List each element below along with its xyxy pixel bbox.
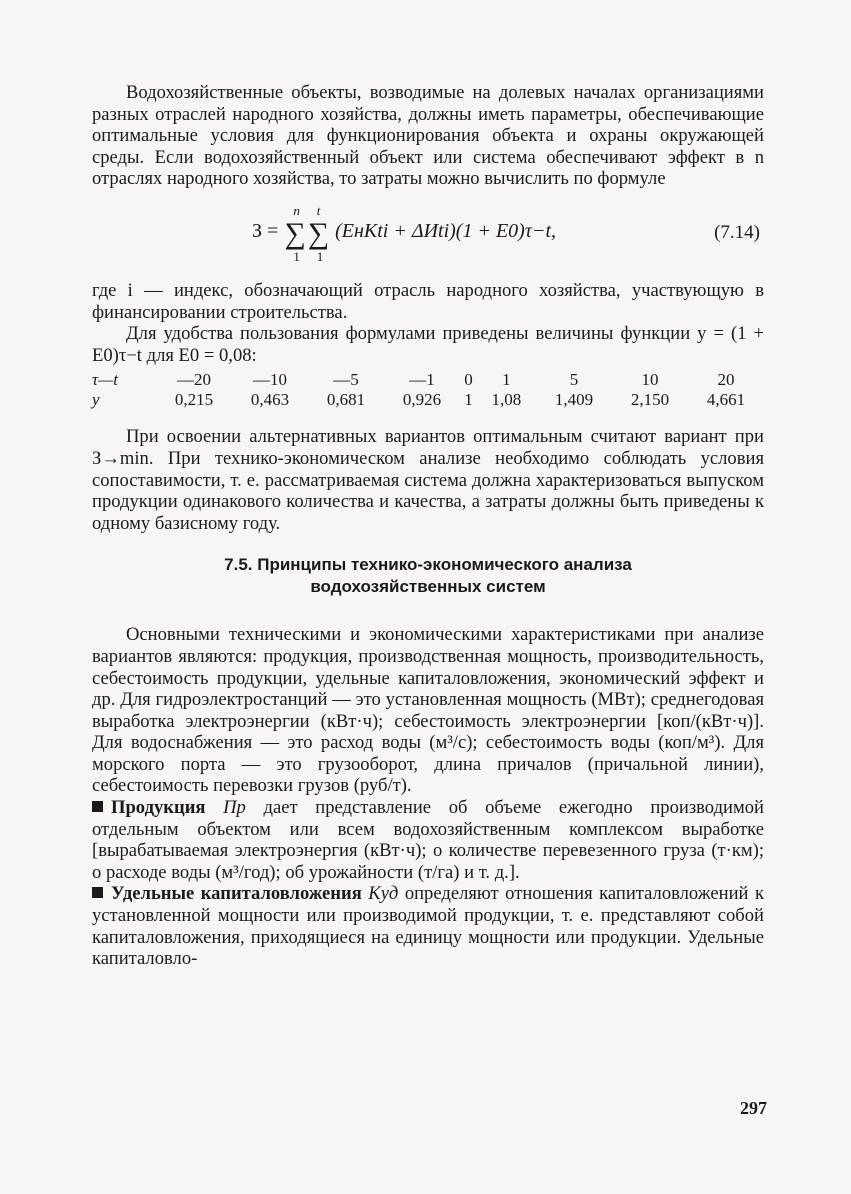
capital-paragraph <box>92 883 764 969</box>
table-cell: —10 <box>253 370 287 390</box>
table-cell: 10 <box>641 370 659 390</box>
table-cell: 1,409 <box>554 390 594 410</box>
table-cell: —5 <box>333 370 359 390</box>
where-paragraph: где i — индекс, обозначающий отрасль народного хозяйства, участвующую в финансировании строительства. <box>92 279 764 323</box>
heading-line-2: водохозяйственных систем <box>310 577 546 597</box>
capital-symbol: Kуд <box>368 883 399 905</box>
table-cell: 1 <box>464 390 473 410</box>
table-cell: —20 <box>177 370 211 390</box>
sum1-upper: n <box>293 202 300 218</box>
table-cell: 5 <box>569 370 579 390</box>
sum1-lower: 1 <box>293 248 300 264</box>
product-symbol: Пр <box>223 797 246 819</box>
sum2-upper: t <box>316 202 321 218</box>
convenience-paragraph: Для удобства пользования формулами приведены величины функции y = (1 + E0)τ−t для E0 = 0,08: <box>92 323 764 366</box>
table-cell: 20 <box>717 370 735 390</box>
product-paragraph <box>92 797 764 883</box>
table-cell: 1 <box>502 370 511 390</box>
page-number: 297 <box>740 1098 767 1118</box>
table-row <box>92 370 764 390</box>
table-cell: 0,926 <box>402 390 442 410</box>
formula-lhs: З = <box>252 219 279 242</box>
table-cell: 1,08 <box>491 390 522 410</box>
table-row <box>92 390 764 410</box>
table-cell: —1 <box>409 370 435 390</box>
table-cell: 0,681 <box>326 390 366 410</box>
table-cell: 2,150 <box>630 390 670 410</box>
capital-term: Удельные капиталовложения <box>111 883 362 905</box>
main-paragraph: Основными техническими и экономическими характеристиками при анализе вариантов являются: продукция, производственная мощность, производительность, себестоимость продукции, удельные капиталовложения, экономический эффект и др. Для гидроэлектростанций — это установленная мощность (МВт); среднегодовая выработка электроэнергии (кВт·ч); себестоимость электроэнергии [коп/(кВт·ч)]. Для водоснабжения — это расход воды (м³/с); себестоимость воды (коп/м³). Для морского порта — это грузооборот, длина причалов (причальной линии), себестоимость перевозки грузов (руб/т). <box>92 624 764 797</box>
row-label-y: y <box>92 390 100 410</box>
row-label-tau: τ—t <box>92 370 118 390</box>
sum2-lower: 1 <box>316 248 324 264</box>
table-cell: 0,215 <box>174 390 214 410</box>
product-text: дает представление об объеме ежегодно производимой отдельным объектом или всем водохозяйственным комплексом выработке [вырабатываемая электроэнергия (кВт·ч); о количестве перевезенного груза (т·км); о расходе воды (м³/год); об урожайности (т/га) и т. д.]. <box>92 797 764 883</box>
section-heading <box>92 554 764 598</box>
table-cell: 0,463 <box>250 390 290 410</box>
heading-line-1: 7.5. Принципы технико-экономического анализа <box>224 555 632 575</box>
values-table <box>92 370 764 410</box>
page-body <box>92 82 764 970</box>
bullet-square-icon <box>92 887 103 898</box>
formula-body <box>252 202 557 264</box>
sum-sign-t: ∑ t 1 <box>307 202 330 264</box>
product-term: Продукция <box>111 797 206 819</box>
intro-paragraph: Водохозяйственные объекты, возводимые на долевых началах организациями разных отраслей народного хозяйства, должны иметь параметры, обеспечивающие оптимальные условия для функционирования объекта и охраны окружающей среды. Если водохозяйственный объект или система обеспечивают эффект в n отраслях народного хозяйства, то затраты можно вычислить по формуле <box>92 82 764 190</box>
capital-text: определяют отношения капиталовложений к установленной мощности или производимой продукции, т. е. представляют собой капиталовложения, приходящиеся на единицу мощности или продукции. Удельные капиталовло- <box>92 883 764 970</box>
table-cell: 0 <box>464 370 473 390</box>
table-cell: 4,661 <box>706 390 746 410</box>
formula-7-14 <box>92 192 764 280</box>
sum-sign-n: ∑ n 1 <box>284 202 306 264</box>
formula-number: (7.14) <box>714 221 760 243</box>
mastering-paragraph: При освоении альтернативных вариантов оптимальным считают вариант при З→min. При технико-экономическом анализе необходимо соблюдать условия сопоставимости, т. е. рассматриваемая система должна характеризоваться выпуском продукции одинакового количества и качества, а затраты должны быть приведены к одному базисному году. <box>92 426 764 534</box>
formula-expression: (EнKti + ΔИti)(1 + E0)τ−t, <box>335 219 557 242</box>
bullet-square-icon <box>92 801 103 812</box>
